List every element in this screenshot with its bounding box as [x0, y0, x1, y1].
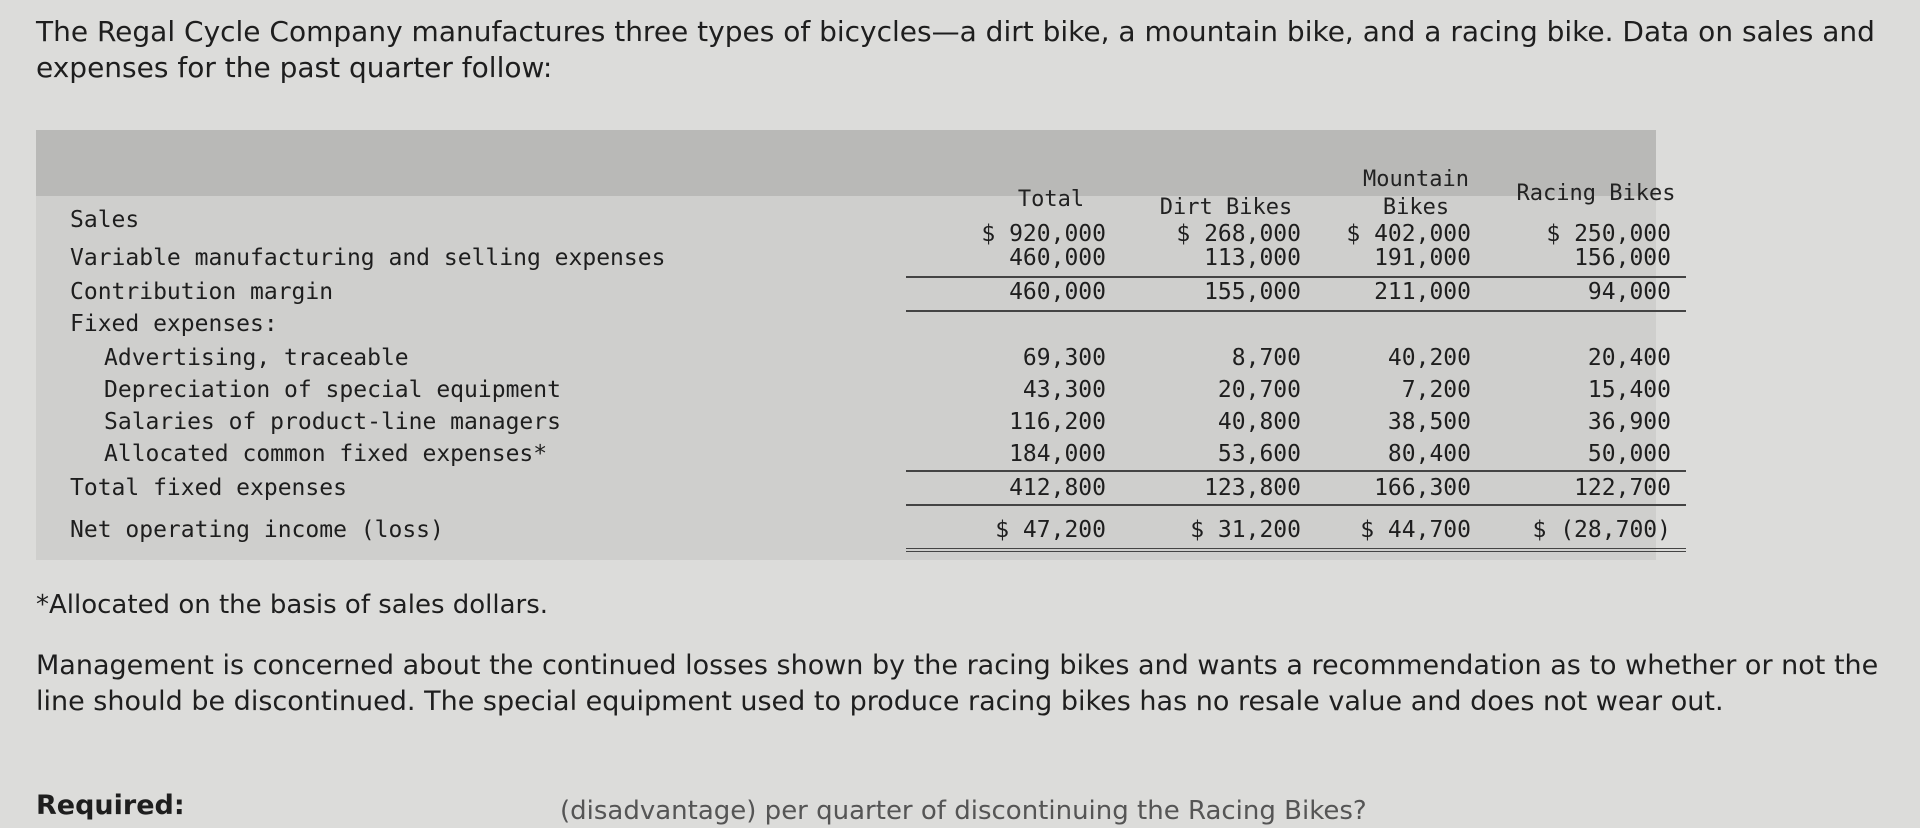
table-row	[36, 438, 1671, 470]
table-row	[36, 472, 1671, 504]
cell-racing: $ (28,700)	[1532, 517, 1671, 543]
header-total: Total	[1017, 187, 1085, 212]
cell-dirt: 40,800	[1217, 409, 1301, 435]
cell-racing: 122,700	[1574, 475, 1671, 501]
question-text: (disadvantage) per quarter of discontinuing the Racing Bikes?	[560, 796, 1367, 826]
header-mountain-line1: Mountain	[1363, 167, 1469, 192]
cell-total: 460,000	[1009, 245, 1106, 271]
cell-mountain: 80,400	[1387, 441, 1471, 467]
cell-mountain: $ 402,000	[1346, 221, 1471, 247]
cell-dirt: 155,000	[1204, 279, 1301, 305]
cell-mountain: 211,000	[1374, 279, 1471, 305]
cell-total: $ 920,000	[981, 221, 1106, 247]
problem-paragraph: Management is concerned about the continued losses shown by the racing bikes and wants a recommendation as to whether or not the line should be discontinued. The special equipment used to produce racing bikes has no resale value and does not wear out.	[36, 650, 1879, 717]
cell-dirt: $ 268,000	[1176, 221, 1301, 247]
row-label: Net operating income (loss)	[70, 517, 444, 543]
header-racing-bikes: Racing Bikes	[1516, 181, 1676, 206]
row-label: Advertising, traceable	[104, 345, 409, 371]
cell-total: $ 47,200	[995, 517, 1106, 543]
cell-dirt: 53,600	[1217, 441, 1301, 467]
row-label: Variable manufacturing and selling expenses	[70, 245, 666, 271]
row-label: Contribution margin	[70, 279, 334, 305]
cell-dirt: 113,000	[1204, 245, 1301, 271]
header-dirt-bikes: Dirt Bikes	[1159, 195, 1293, 220]
row-label: Fixed expenses:	[70, 311, 278, 337]
cell-dirt: $ 31,200	[1190, 517, 1301, 543]
required-label: Required:	[36, 790, 185, 821]
cell-dirt: 8,700	[1231, 345, 1301, 371]
table-row	[36, 514, 1671, 546]
cell-mountain: 166,300	[1374, 475, 1471, 501]
income-statement-table	[36, 130, 1676, 560]
cell-racing: 36,900	[1587, 409, 1671, 435]
cell-dirt: 20,700	[1217, 377, 1301, 403]
cell-dirt: 123,800	[1204, 475, 1301, 501]
table-row	[36, 406, 1671, 438]
subtotal-rule	[906, 504, 1686, 506]
cell-total: 460,000	[1009, 279, 1106, 305]
cell-racing: 50,000	[1587, 441, 1671, 467]
cell-mountain: $ 44,700	[1360, 517, 1471, 543]
row-label: Depreciation of special equipment	[104, 377, 561, 403]
footnote: *Allocated on the basis of sales dollars.	[36, 590, 549, 620]
table-row	[36, 242, 1671, 274]
row-label: Sales	[70, 207, 140, 233]
cell-total: 43,300	[1022, 377, 1106, 403]
intro-text: The Regal Cycle Company manufactures three types of bicycles—a dirt bike, a mountain bike, and a racing bike. Data on sales and expenses for the past quarter follow:	[36, 15, 1875, 84]
header-mountain-line2: Bikes	[1382, 195, 1450, 220]
cell-racing: 156,000	[1574, 245, 1671, 271]
row-label: Salaries of product-line managers	[104, 409, 561, 435]
row-label: Total fixed expenses	[70, 475, 347, 501]
cell-racing: 15,400	[1587, 377, 1671, 403]
table-row	[36, 342, 1671, 374]
cell-total: 116,200	[1009, 409, 1106, 435]
cell-total: 412,800	[1009, 475, 1106, 501]
total-double-rule	[906, 548, 1686, 552]
cell-racing: $ 250,000	[1546, 221, 1671, 247]
table-row	[36, 276, 1671, 308]
cell-mountain: 40,200	[1387, 345, 1471, 371]
cell-racing: 20,400	[1587, 345, 1671, 371]
cell-mountain: 7,200	[1401, 377, 1471, 403]
cell-total: 69,300	[1022, 345, 1106, 371]
table-row	[36, 374, 1671, 406]
cell-mountain: 191,000	[1374, 245, 1471, 271]
row-label: Allocated common fixed expenses*	[104, 441, 548, 467]
cell-total: 184,000	[1009, 441, 1106, 467]
cell-mountain: 38,500	[1387, 409, 1471, 435]
cell-racing: 94,000	[1587, 279, 1671, 305]
table-row	[36, 308, 1656, 340]
